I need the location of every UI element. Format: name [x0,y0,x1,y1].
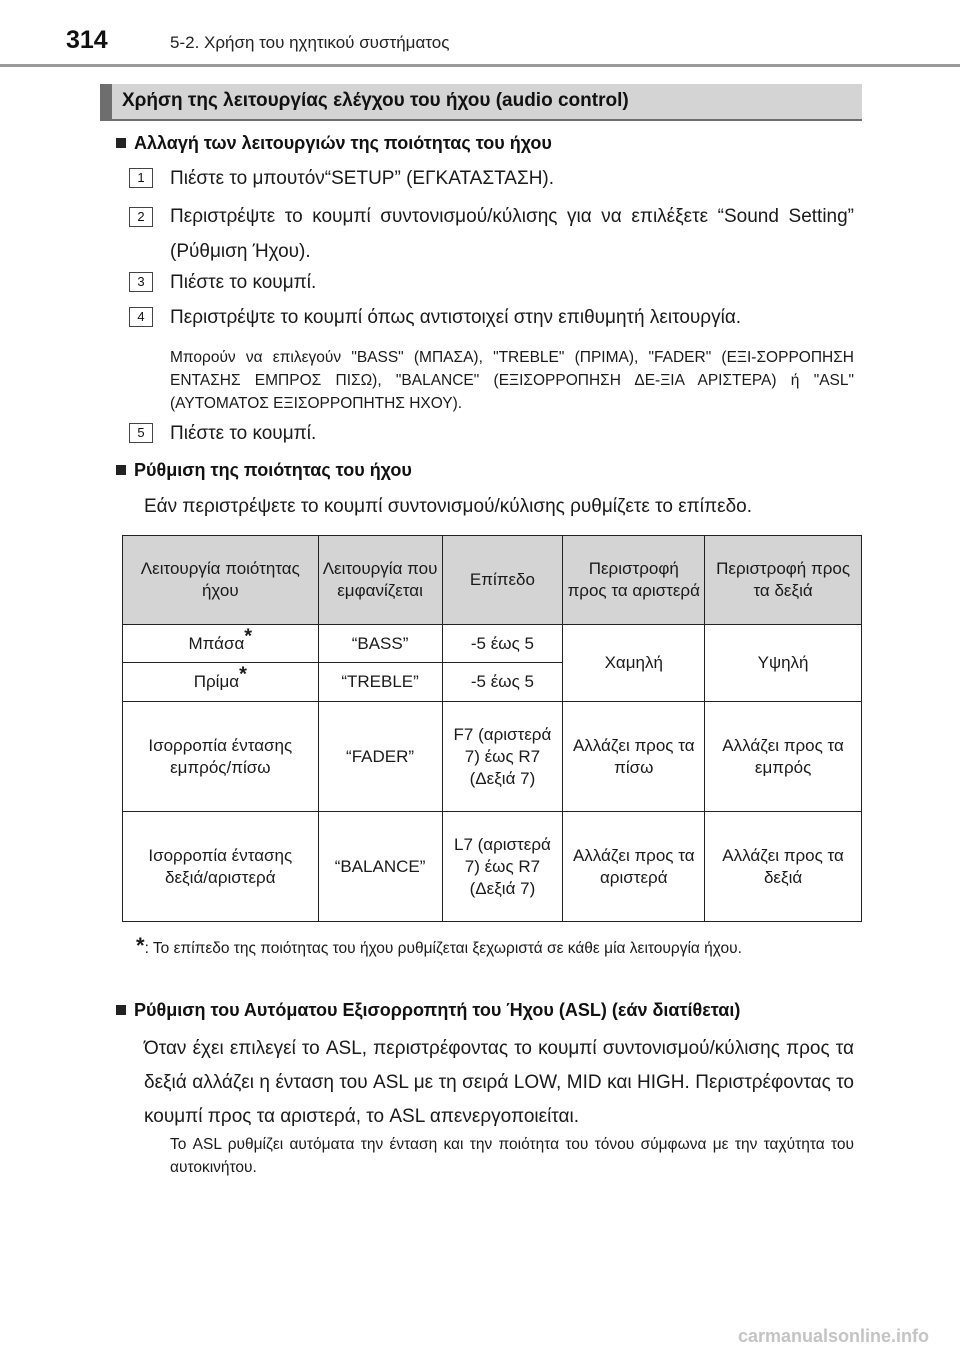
table-header-cell: Περιστροφή προς τα αριστερά [563,536,705,625]
sound-levels-table [122,535,862,922]
table-header-row [123,536,862,625]
step-number-4: 4 [129,307,153,327]
square-bullet-icon [116,138,126,148]
header-divider [0,64,960,67]
step-number-1: 1 [129,168,153,188]
asl-text: Όταν έχει επιλεγεί το ASL, περιστρέφοντας το κουμπί συντονισμού/κύλισης προς τα δεξιά αλλάζει η ένταση του ASL με τη σειρά LOW, MID και HIGH. Περιστρέφοντας το κουμπί προς τα αριστερά, το ASL απενεργοποιείται. [144,1038,854,1127]
step-3-text: Πιέστε το κουμπί. [170,272,317,293]
table-cell-mode: Ισορροπία έντασης εμπρός/πίσω [123,702,319,812]
table-cell-display: “FADER” [318,702,442,812]
table-row [123,702,862,812]
table-cell-left: Αλλάζει προς τα αριστερά [563,812,705,922]
asl-note: Το ASL ρυθμίζει αυτόματα την ένταση και την ποιότητα του τόνου σύμφωνα με την ταχύτητα του αυτοκινήτου. [170,1136,854,1176]
footnote-star: * [239,663,247,686]
table-cell-display: “TREBLE” [318,663,442,702]
adjust-text: Εάν περιστρέψετε το κουμπί συντονισμού/κύλισης ρυθμίζετε το επίπεδο. [144,496,752,517]
mode-text: Πρίμα [193,672,240,691]
heading-adjust-text: Ρύθμιση της ποιότητας του ήχου [134,460,412,480]
footnote-star-mark: * [136,933,145,958]
table-cell-level: L7 (αριστερά 7) έως R7 (Δεξιά 7) [442,812,563,922]
chapter-title: 5-2. Χρήση του ηχητικού συστήματος [170,33,450,52]
table-cell-right: Αλλάζει προς τα δεξιά [705,812,862,922]
table-cell-mode [123,625,319,663]
step-1-text: Πιέστε το μπουτόν“SETUP” (ΕΓΚΑΤΑΣΤΑΣΗ). [170,168,555,189]
table-cell-left: Αλλάζει προς τα πίσω [563,702,705,812]
table-cell-level: -5 έως 5 [442,663,563,702]
table-cell-right: Αλλάζει προς τα εμπρός [705,702,862,812]
table-cell-display: “BASS” [318,625,442,663]
table-cell-level: F7 (αριστερά 7) έως R7 (Δεξιά 7) [442,702,563,812]
table-header-cell: Λειτουργία που εμφανίζεται [318,536,442,625]
square-bullet-icon [116,1005,126,1015]
table-header-cell: Λειτουργία ποιότητας ήχου [123,536,319,625]
footnote-text: : Το επίπεδο της ποιότητας του ήχου ρυθμίζεται ξεχωριστά σε κάθε μία λειτουργία ήχου. [144,940,742,957]
step-5-text: Πιέστε το κουμπί. [170,423,317,444]
heading-adjust [116,460,412,481]
table-cell-mode: Ισορροπία έντασης δεξιά/αριστερά [123,812,319,922]
heading-asl [116,1000,740,1021]
table-row [123,812,862,922]
table-cell-level: -5 έως 5 [442,625,563,663]
page-header [0,0,960,66]
table-row [123,625,862,663]
step-2-text: Περιστρέψτε το κουμπί συντονισμού/κύλισης για να επιλέξετε “Sound Setting” (Ρύθμιση Ήχου). [170,206,854,262]
heading-change-modes [116,133,552,154]
footnote [136,933,856,962]
page-number: 314 [66,26,108,54]
step-4-text: Περιστρέψτε το κουμπί όπως αντιστοιχεί στην επιθυμητή λειτουργία. [170,307,742,328]
step-number-2: 2 [129,207,153,227]
footnote-star: * [244,624,253,647]
table-cell-display: “BALANCE” [318,812,442,922]
modes-note: Μπορούν να επιλεγούν "BASS" (ΜΠΑΣΑ), "TREBLE" (ΠΡΙΜΑ), "FADER" (ΕΞΙ-ΣΟΡΡΟΠΗΣΗ ΕΝΤΑΣΗΣ ΕΜΠΡΟΣ ΠΙΣΩ), "BALANCE" (ΕΞΙΣΟΡΡΟΠΗΣΗ ΔΕ-ΞΙΑ ΑΡΙΣΤΕΡΑ) ή "ASL" (ΑΥΤΟΜΑΤΟΣ ΕΞΙΣΟΡΡΟΠΗΤΗΣ ΗΧΟΥ). [170,349,854,412]
table-header-cell: Περιστροφή προς τα δεξιά [705,536,862,625]
square-bullet-icon [116,465,126,475]
step-number-5: 5 [129,423,153,443]
table-cell-right-merged: Υψηλή [705,625,862,702]
section-title-rule [100,119,862,121]
heading-asl-text: Ρύθμιση του Αυτόματου Εξισορροπητή του Ήχου (ASL) (εάν διατίθεται) [134,1000,741,1020]
step-number-3: 3 [129,272,153,292]
watermark: carmanualsonline.info [738,1326,930,1346]
section-title: Χρήση της λειτουργίας ελέγχου του ήχου (audio control) [100,84,862,120]
table-cell-mode [123,663,319,702]
heading-change-modes-text: Αλλαγή των λειτουργιών της ποιότητας του ήχου [134,133,552,153]
mode-text: Μπάσα [188,633,245,653]
table-cell-left-merged: Χαμηλή [563,625,705,702]
table-header-cell: Επίπεδο [442,536,563,625]
